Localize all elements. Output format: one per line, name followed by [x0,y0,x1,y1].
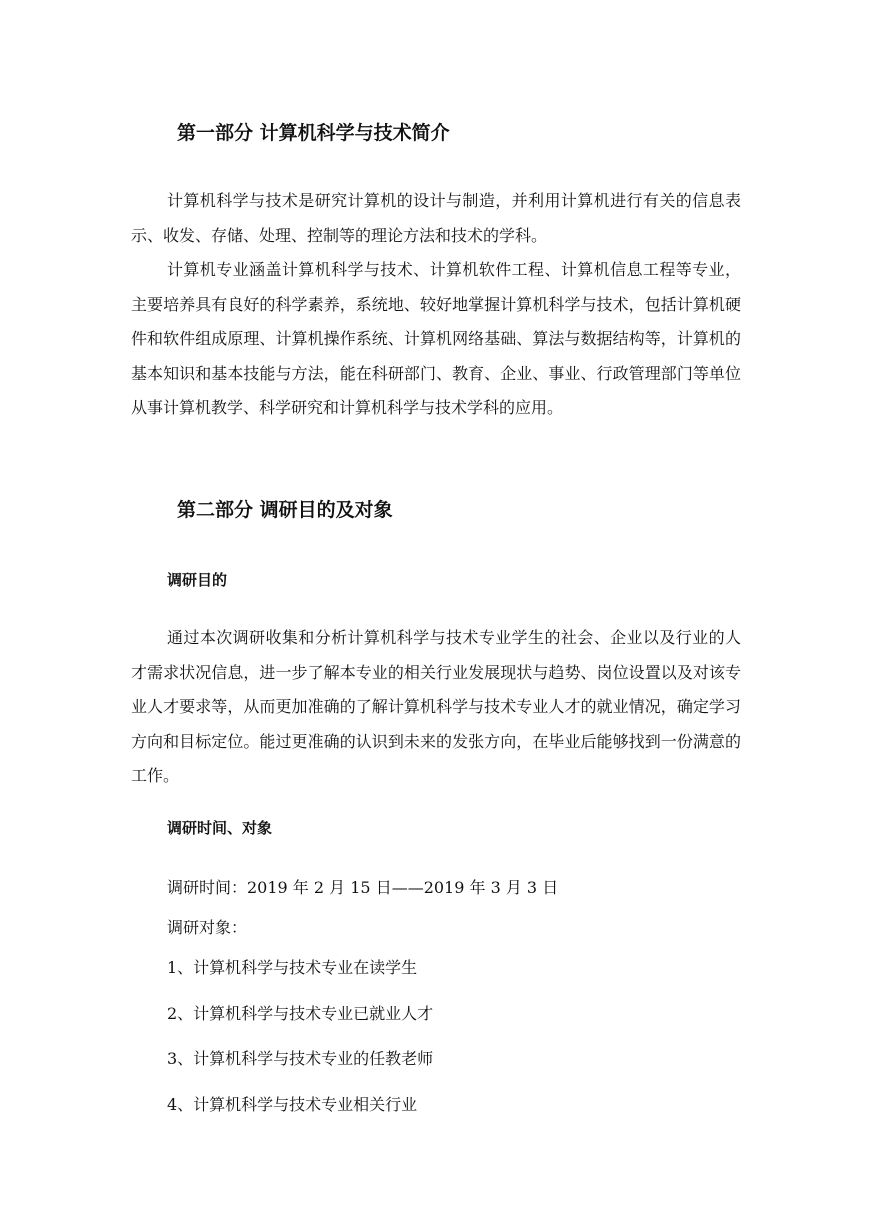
time-target-subheading: 调研时间、对象 [167,819,273,837]
section-1-paragraph-2: 计算机专业涵盖计算机科学与技术、计算机软件工程、计算机信息工程等专业，主要培养具有良好的科学素养，系统地、较好地掌握计算机科学与技术，包括计算机硬件和软件组成原理、计算机操作系统、计算机网络基础、算法与数据结构等，计算机的基本知识和基本技能与方法，能在科研部门、教育、企业、事业、行政管理部门等单位从事计算机教学、科学研究和计算机科学与技术学科的应用。 [131,260,741,417]
purpose-subheading: 调研目的 [167,571,228,589]
survey-target-item: 4、计算机科学与技术专业相关行业 [167,1095,418,1114]
survey-target-item: 1、计算机科学与技术专业在读学生 [167,958,418,977]
purpose-paragraph: 通过本次调研收集和分析计算机科学与技术专业学生的社会、企业以及行业的人才需求状况信息，进一步了解本专业的相关行业发展现状与趋势、岗位设置以及对该专业人才要求等，从而更加准确的了解计算机科学与技术专业人才的就业情况，确定学习方向和目标定位。能过更准确的认识到未来的发张方向，在毕业后能够找到一份满意的工作。 [131,628,741,785]
section-1-heading: 第一部分 计算机科学与技术简介 [177,122,450,144]
survey-target-label: 调研对象： [167,918,248,937]
section-2-heading: 第二部分 调研目的及对象 [177,499,393,521]
survey-target-item: 2、计算机科学与技术专业已就业人才 [167,1004,434,1023]
survey-time-line: 调研时间：2019 年 2 月 15 日——2019 年 3 月 3 日 [167,878,559,897]
section-1-paragraph-1: 计算机科学与技术是研究计算机的设计与制造，并利用计算机进行有关的信息表示、收发、存储、处理、控制等的理论方法和技术的学科。 [131,191,741,245]
survey-target-item: 3、计算机科学与技术专业的任教老师 [167,1049,434,1068]
